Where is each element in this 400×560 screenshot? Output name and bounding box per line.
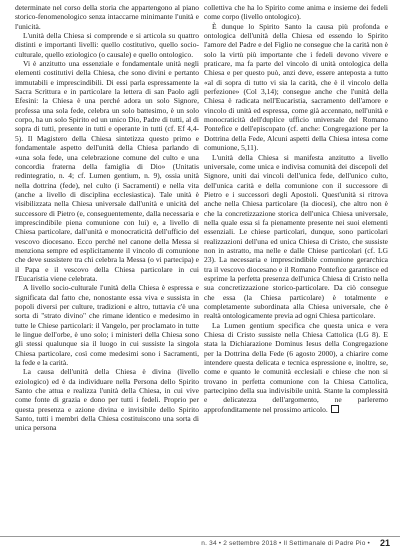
issue-info: n. 34 • 2 settembre 2018 • Il Settimanale di Padre Pio • (201, 540, 370, 547)
left-column (15, 3, 199, 433)
paragraph: A livello socio-culturale l'unità della Chiesa è espressa e significata dal fatto che, nonostante essa viva e sussista in popoli diversi per culture, tradizioni e altro, tuttavia c'è una sorta di "strato divino" che rimane identico e medesimo in tutte le Chiese particolari: il Vangelo, per proclamato in tutte le lingue dell'orbe, è uno solo; i ministeri della Chiesa sono gli stessi qualunque sia il luogo in cui sussiste la singola Chiesa particolare, così come medesimi sono i Sacramenti, la fede e la carità. (15, 283, 199, 368)
paragraph: collettiva che ha lo Spirito come anima e insieme dei fedeli come corpo (livello ontologico). (204, 3, 388, 22)
page-number: 21 (379, 538, 390, 548)
paragraph: L'unità della Chiesa si comprende e si articola su quattro distinti e importanti livelli: quello costitutivo, quello socio-culturale, quello eziologico (o causale) e quello ontologico. (15, 31, 199, 59)
paragraph: L'unità della Chiesa si manifesta anzitutto a livello universale, come unica e indivisa comunità dei discepoli del Signore, uniti dai vincoli dell'unica fede, dell'unico culto, dell'unica carità e della comunione con il successore di Pietro e i successori degli Apostoli. Quest'unità si ritrova anche nella Chiesa particolare (la diocesi), che altro non è che la concretizzazione storica dell'unica Chiesa universale, nella quale essa si fa pienamente presente nei suoi elementi essenziali. Le chiese particolari, dunque, sono particolari realizzazioni dell'una ed unica Chiesa di Cristo, che sussiste non in astratto, ma nelle e dalle Chiese particolari (cf. LG 23). La necessaria e imprescindibile comunione gerarchica tra il vescovo diocesano e il Romano Pontefice garantisce ed esprime la perfetta presenza dell'unica Chiesa di Cristo nella sua concretizzazione storico-particolare. Da ciò consegue che essa (la Chiesa particolare) è totalmente e completamente subordinata alla Chiesa universale, che è realtà ontologicamente previa ad ogni Chiesa particolare. (204, 152, 388, 321)
paragraph: determinate nel corso della storia che appartengono al piano storico-fenomenologico senza intaccarne minimante l'unità e l'unicità. (15, 3, 199, 31)
paragraph: Vi è anzitutto una essenziale e fondamentale unità negli elementi costitutivi della Chiesa, che sono divini e pertanto immutabili e imprescindibili. Di essi parla espressamente la Sacra Scrittura e in particolare la lettera di san Paolo agli Efesini: la Chiesa è una perché adora un solo Signore, professa una sola fede, celebra un solo battesimo, è un solo corpo, ha un solo Spirito ed un unico Dio, Padre di tutti, al di sopra di tutti, presente in tutti e operante in tutti (cf. Ef 4,4-5). Il Magistero della Chiesa sintetizza questo primo e fondamentale aspetto dell'unità della Chiesa parlando di «una sola fede, una celebrazione comune del culto e una concordia fraterna della famiglia di Dio» (Unitatis redintegratio, n. 4; cf. Lumen gentium, n. 9), ossia unità nella dottrina (fede), nel culto (i Sacramenti) e nella vita (anche a livello di disciplina ecclesiastica). Tale unità è visibilizzata nella Chiesa universale dall'unità e unicità del successore di Pietro (e, conseguentemente, dalla necessaria e imprescindibile piena comunione con lui) e, a livello di Chiesa particolare, dall'unità e monocraticità dell'ufficio del vescovo diocesano. Ecco perché nel canone della Messa si menziona sempre ed esplicitamente il vincolo di comunione che deve sussistere tra chi celebra la Messa (o vi partecipa) e il Papa e il vescovo della Chiesa particolare in cui l'Eucaristia viene celebrata. (15, 59, 199, 283)
end-of-article-mark (331, 405, 339, 413)
paragraph: È dunque lo Spirito Santo la causa più profonda e ontologica dell'unità della Chiesa ed essendo lo Spirito l'amore del Padre e del Figlio ne consegue che la carità non è solo la virtù più importante che i fedeli devono vivere e praticare, ma fa parte del vincolo di unità ontologica della Chiesa e per questo può, anzi deve, essere anteposta a tutto «al di sopra di tutto vi sia la carità, che è il vincolo della perfezione» (Col 3,14); consegue anche che l'unità della Chiesa è radicata nell'Eucaristia, sacramento dell'amore e vincolo di unità ed espressa, come già accennato, nell'unità e monocraticità dell'duplice ufficio universale del Romano Pontefice e dell'episcopato (cf. anche: Congregazione per la Dottrina della Fede, Alcuni aspetti della Chiesa intesa come comunione, 5,11). (204, 21, 388, 153)
paragraph: La causa dell'unità della Chiesa è divina (livello eziologico) ed è da individuare nella Persona dello Spirito Santo che attua e realizza l'unità della Chiesa, in cui vive come fonte di grazia e dono per tutti i fedeli. Proprio per questa presenza e azione divina e invisibile dello Spirito Santo, tutti i membri della Chiesa costituiscono una sorta di unica persona (15, 367, 199, 433)
right-column (204, 3, 388, 414)
page-footer (0, 536, 400, 549)
paragraph (204, 321, 388, 414)
paragraph-text: La Lumen gentium specifica che questa unica e vera Chiesa di Cristo sussiste nella Chiesa Cattolica (LG 8). E stata la Dichiarazione Dominus Iesus della Congregazione per la Dottrina della Fede (6 agosto 2000), a chiarire come intendere questa delicata e tecnica espressione e, inoltre, se, come e quanto le comunità ecclesiali e chiese che non si trovano in perfetta comunione con la Chiesa Cattolica, partecipino della sua indivisibile unità. Stante la complessità e delicatezza dell'argomento, ne parleremo approfonditamente nel prossimo articolo. (204, 320, 388, 414)
